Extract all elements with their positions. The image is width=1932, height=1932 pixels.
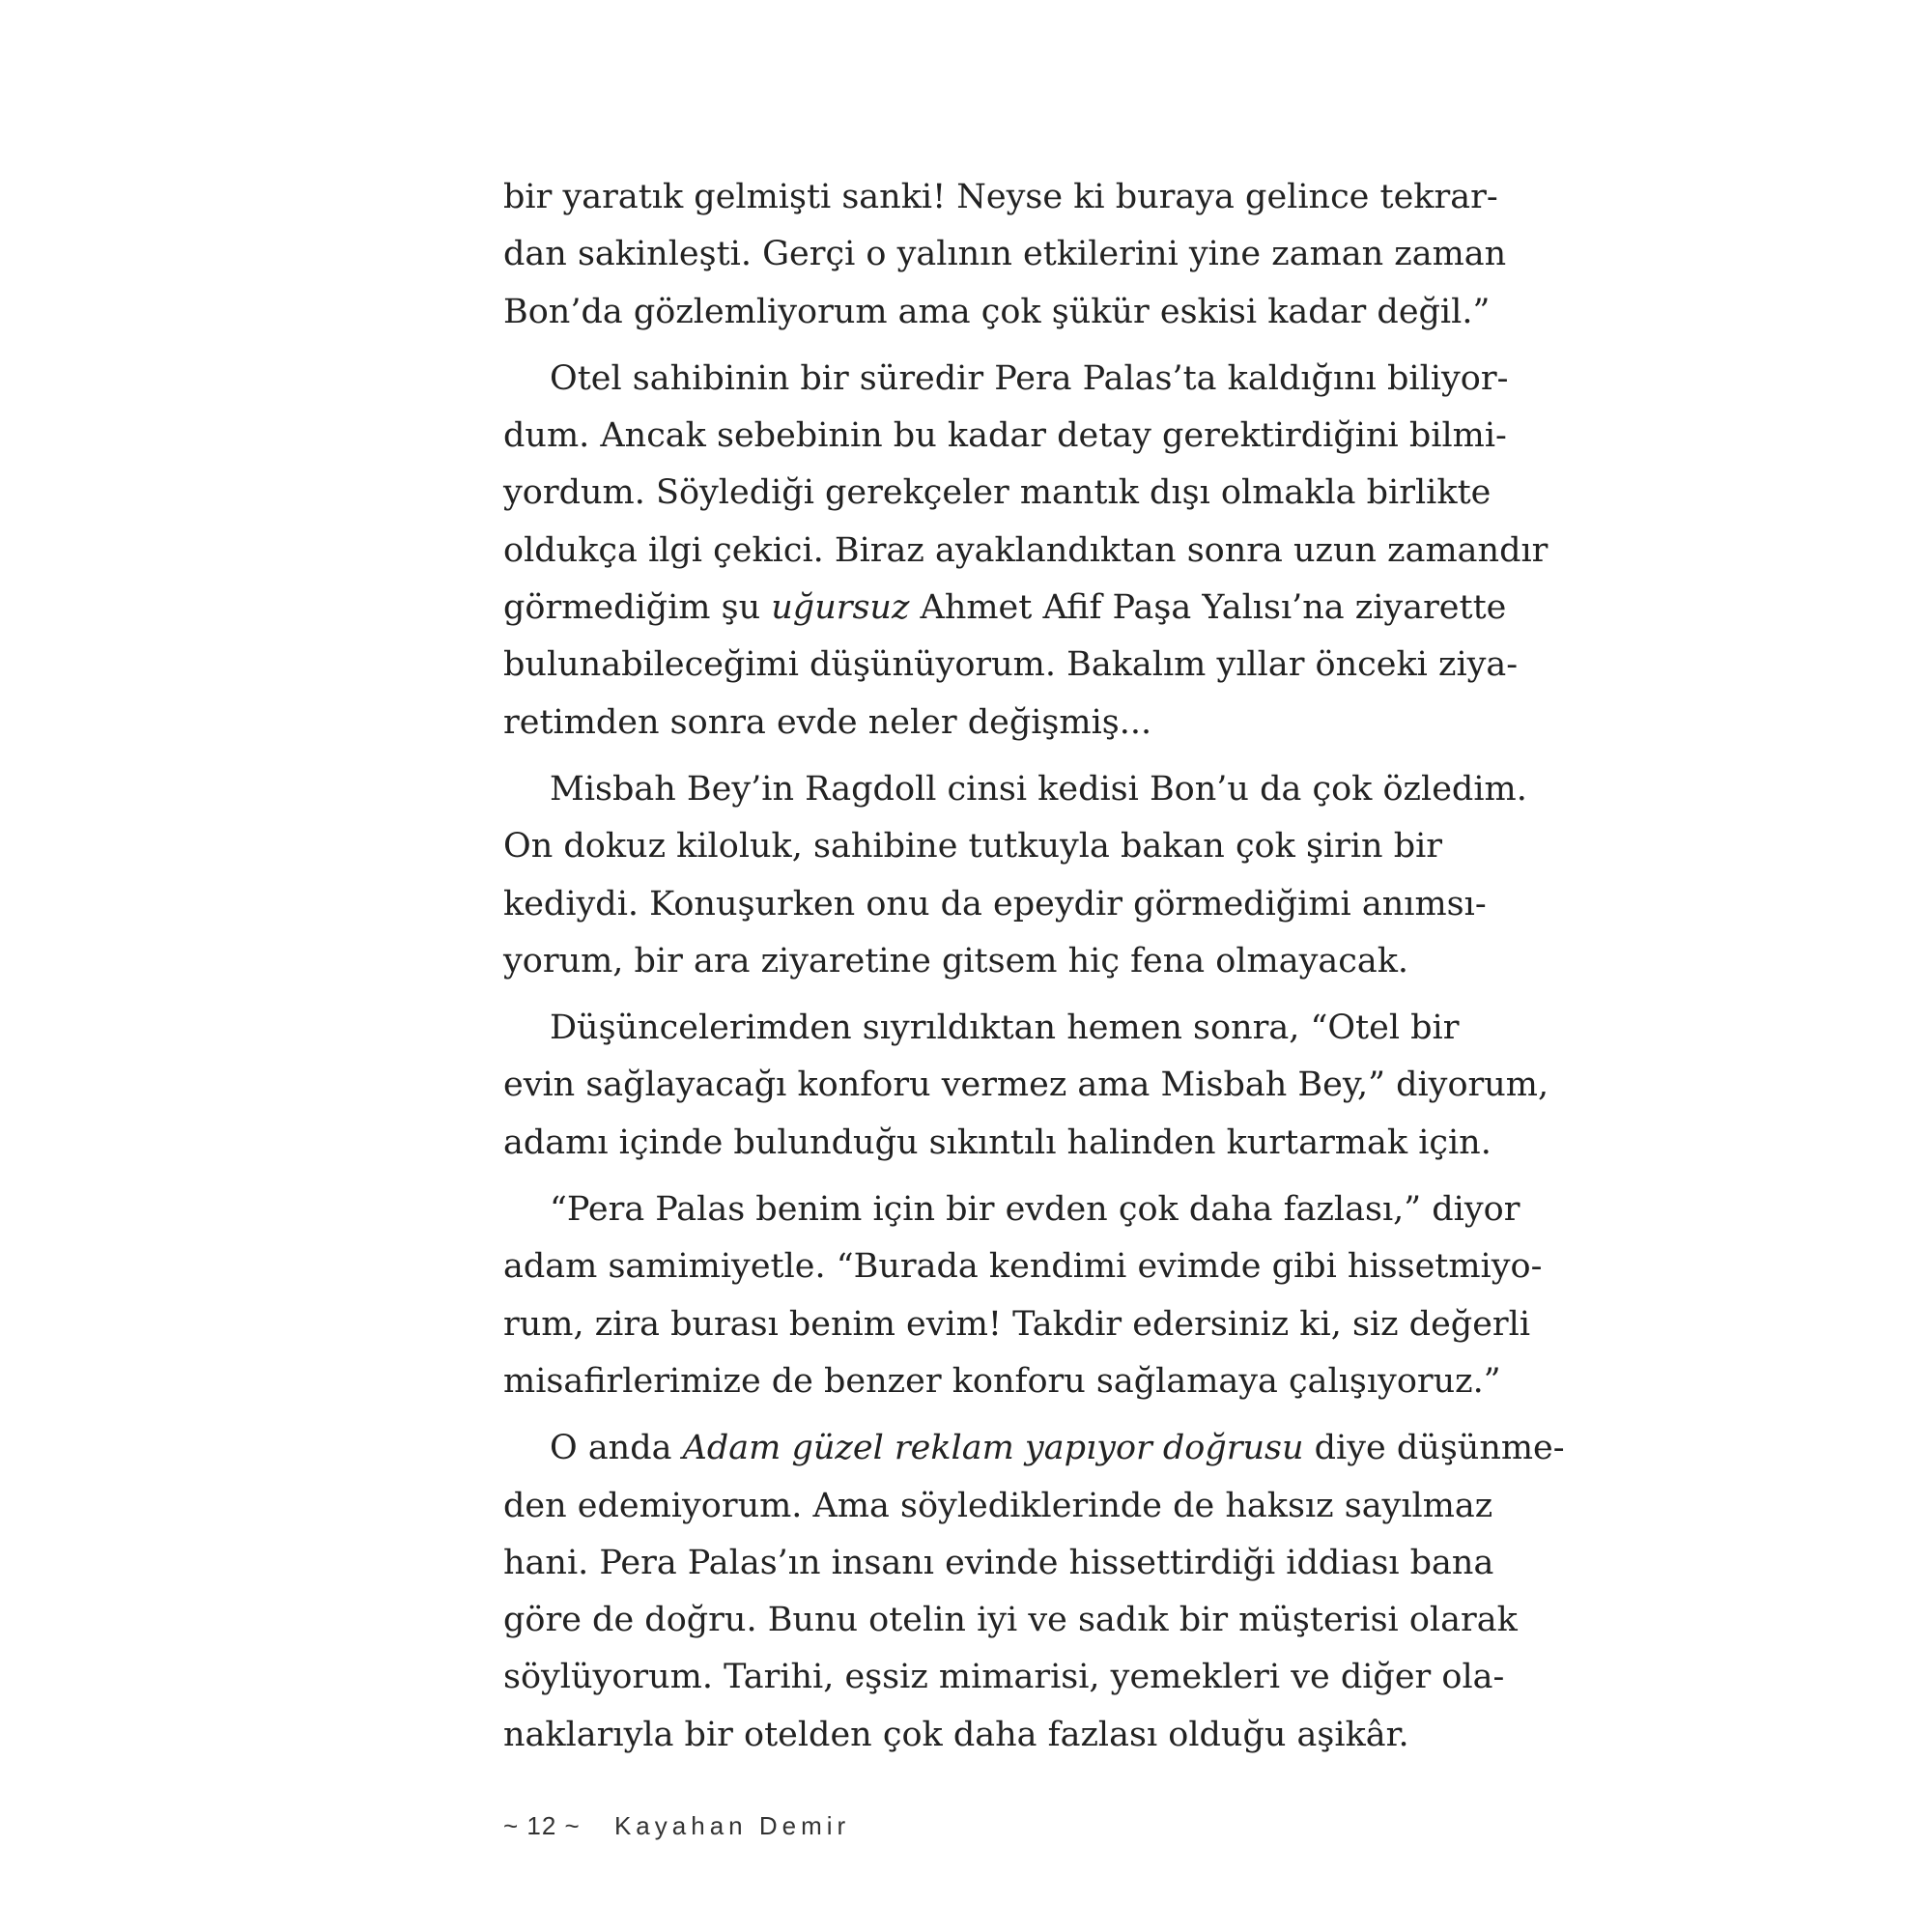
text-line: naklarıyla bir otelden çok daha fazlası olduğu aşikâr. <box>503 1715 1409 1754</box>
author-name: Kayahan Demir <box>613 1811 851 1840</box>
paragraph <box>503 761 1527 990</box>
text-line: Düşüncelerimden sıyrıldıktan hemen sonra, “Otel bir <box>550 1009 1460 1048</box>
text-line: den edemiyorum. Ama söylediklerinde de haksız sayılmaz <box>503 1486 1493 1525</box>
text-line: O anda Adam güzel reklam yapıyor doğrusu diye düşünme- <box>550 1429 1565 1468</box>
text-line: bulunabileceğimi düşünüyorum. Bakalım yıllar önceki ziya- <box>503 645 1519 685</box>
paragraph <box>503 1181 1543 1410</box>
text-line: misafirlerimize de benzer konforu sağlamaya çalışıyoruz.” <box>503 1361 1501 1401</box>
text-line: Otel sahibinin bir süredir Pera Palas’ta kaldığını biliyor- <box>550 358 1509 398</box>
text-line: “Pera Palas benim için bir evden çok daha fazlası,” diyor <box>550 1190 1520 1230</box>
text-line: kediydi. Konuşurken onu da epeydir görmediğimi anımsı- <box>503 884 1487 923</box>
text-line: Misbah Bey’in Ragdoll cinsi kedisi Bon’u da çok özledim. <box>550 769 1527 809</box>
text-line: evin sağlayacağı konforu vermez ama Misbah Bey,” diyorum, <box>503 1065 1549 1105</box>
text-line: bir yaratık gelmişti sanki! Neyse ki buraya gelince tekrar- <box>503 178 1498 216</box>
paragraph <box>503 1420 1565 1764</box>
paragraph <box>503 169 1507 341</box>
text-line: hani. Pera Palas’ın insanı evinde hissettirdiği iddiası bana <box>503 1543 1494 1582</box>
text-line: rum, zira burası benim evim! Takdir edersiniz ki, siz değerli <box>503 1304 1531 1344</box>
body-text <box>503 169 1565 1764</box>
text-line: yorum, bir ara ziyaretine gitsem hiç fena olmayacak. <box>503 941 1409 980</box>
text-line: On dokuz kiloluk, sahibine tutkuyla bakan çok şirin bir <box>503 827 1443 867</box>
page-footer <box>503 1811 850 1841</box>
paragraph <box>503 351 1548 752</box>
text-line: söylüyorum. Tarihi, eşsiz mimarisi, yemekleri ve diğer ola- <box>503 1658 1505 1697</box>
text-line: Bon’da gözlemliyorum ama çok şükür eskisi kadar değil.” <box>503 292 1491 331</box>
text-line: dum. Ancak sebebinin bu kadar detay gerektirdiğini bilmi- <box>503 416 1507 456</box>
paragraph <box>503 1000 1549 1172</box>
text-line: dan sakinleşti. Gerçi o yalının etkilerini yine zaman zaman <box>503 235 1507 274</box>
italic-phrase: uğursuz <box>771 588 910 628</box>
text-line: göre de doğru. Bunu otelin iyi ve sadık bir müşterisi olarak <box>503 1601 1518 1640</box>
text-line: adamı içinde bulunduğu sıkıntılı halinden kurtarmak için. <box>503 1122 1492 1162</box>
text-line: oldukça ilgi çekici. Biraz ayaklandıktan sonra uzun zamandır <box>503 530 1548 570</box>
text-line: retimden sonra evde neler değişmiş... <box>503 702 1152 742</box>
text-line: görmediğim şu uğursuz Ahmet Afif Paşa Yalısı’na ziyarette <box>503 588 1507 628</box>
page-number: ~ 12 ~ <box>503 1811 581 1840</box>
text-line: adam samimiyetle. “Burada kendimi evimde gibi hissetmiyo- <box>503 1247 1543 1287</box>
italic-phrase: Adam güzel reklam yapıyor doğrusu <box>682 1429 1304 1468</box>
text-line: yordum. Söylediği gerekçeler mantık dışı olmakla birlikte <box>503 473 1492 513</box>
